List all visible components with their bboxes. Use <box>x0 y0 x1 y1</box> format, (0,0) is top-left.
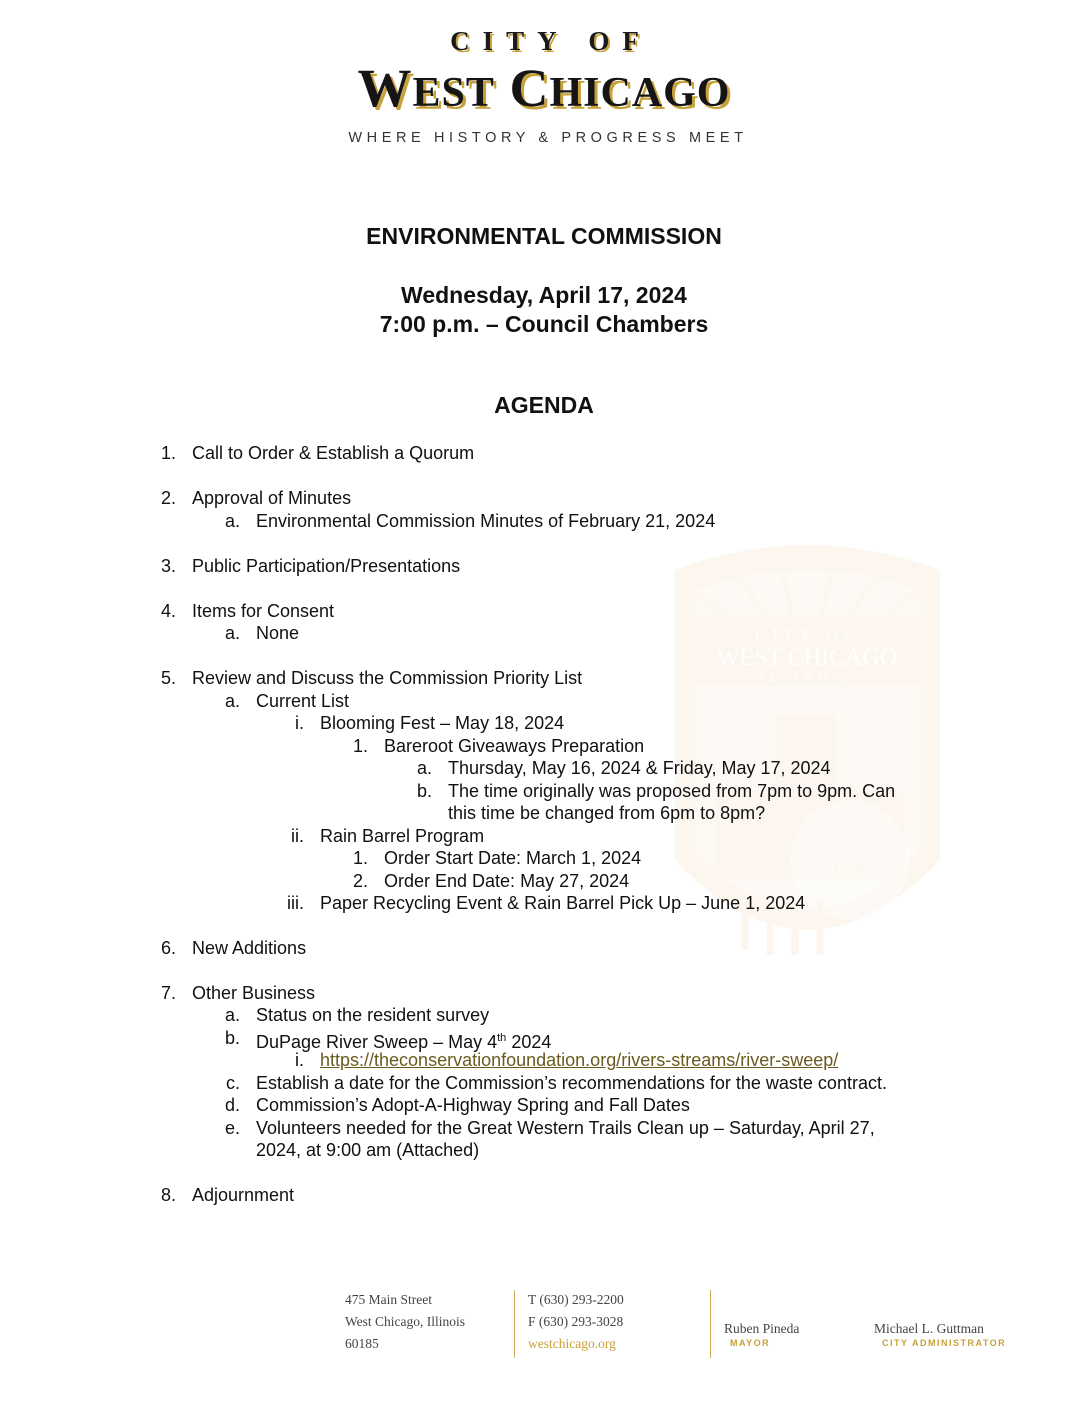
logo-city-of: CITY OF <box>450 26 652 56</box>
meeting-time-place: 7:00 p.m. – Council Chambers <box>379 311 709 337</box>
logo-tagline: WHERE HISTORY & PROGRESS MEET <box>348 130 748 146</box>
commission-title: ENVIRONMENTAL COMMISSION <box>366 223 722 249</box>
svg-text:1906: 1906 <box>832 859 868 879</box>
footer-address: 475 Main Street West Chicago, Illinois 60185 <box>345 1292 466 1351</box>
footer-divider <box>514 1290 515 1358</box>
administrator-block: Michael L. Guttman CITY ADMINISTRATOR <box>874 1321 1007 1348</box>
meeting-date: Wednesday, April 17, 2024 <box>401 282 687 308</box>
mayor-block: Ruben Pineda MAYOR <box>724 1321 800 1348</box>
city-logo <box>0 26 1088 146</box>
website-link[interactable]: westchicago.org <box>528 1336 616 1351</box>
svg-text:WEST CHICAGO: WEST CHICAGO <box>716 645 898 671</box>
svg-text:CITY OF: CITY OF <box>755 627 859 644</box>
agenda-heading: AGENDA <box>494 392 594 418</box>
footer-divider <box>710 1290 711 1358</box>
footer-contact: T (630) 293-2200 F (630) 293-3028 westchicago.org <box>528 1289 624 1355</box>
svg-text:ILLINOIS: ILLINOIS <box>759 673 855 685</box>
river-sweep-link[interactable]: https://theconservationfoundation.org/rivers-streams/river-sweep/ <box>320 1050 839 1070</box>
logo-west-chicago: WEST CHICAGO <box>357 58 731 118</box>
